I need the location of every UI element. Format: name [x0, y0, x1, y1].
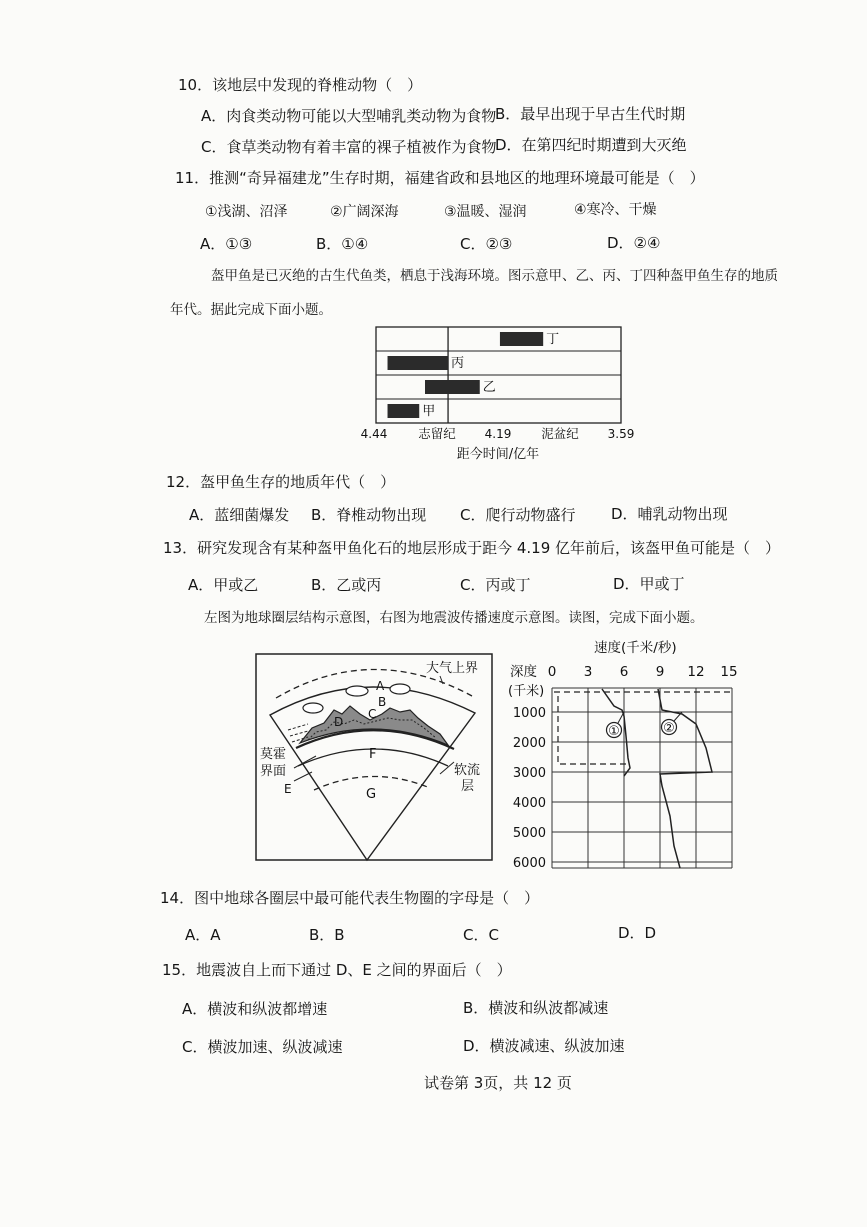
- depth-tick-3000: 3000: [512, 766, 546, 781]
- page-footer: 试卷第 3页，共 12 页: [424, 1074, 572, 1092]
- label-atmosphere-top: 大气上界: [426, 661, 479, 676]
- q14-option-b: B．B: [309, 926, 345, 944]
- period-label-silurian: 志留纪: [418, 426, 456, 441]
- q12-option-d: D．哺乳动物出现: [611, 505, 728, 523]
- cloud-icon: [390, 684, 410, 694]
- earth-layer-diagram: [250, 648, 500, 866]
- label-F: F: [369, 747, 377, 762]
- q15-option-a: A．横波和纵波都增速: [182, 1000, 328, 1018]
- q13-option-c: C．丙或丁: [460, 576, 531, 594]
- speed-tick-9: 9: [655, 664, 665, 680]
- q11-choice-1: ①浅湖、沼泽: [205, 204, 288, 220]
- label-asthenosphere-1: 软流: [454, 763, 481, 778]
- label-D: D: [334, 715, 344, 729]
- depth-axis-title: 深度: [510, 664, 537, 680]
- geologic-range-chart: [350, 320, 650, 470]
- q14-stem: 14．图中地球各圈层中最可能代表生物圈的字母是（ ）: [160, 889, 540, 907]
- q12-option-a: A．蓝细菌爆发: [189, 506, 290, 524]
- q11-stem: 11．推测“奇异福建龙”生存时期，福建省政和县地区的地理环境最可能是（ ）: [175, 169, 705, 187]
- tick-label-4-19: 4.19: [484, 427, 512, 441]
- wave-grid: [552, 688, 732, 868]
- wave-2-curve: [658, 689, 712, 868]
- intro-earth-layers: 左图为地球圈层结构示意图，右图为地震波传播速度示意图。读图，完成下面小题。: [204, 610, 704, 626]
- depth-tick-2000: 2000: [512, 736, 546, 751]
- q10-stem: 10．该地层中发现的脊椎动物（ ）: [178, 76, 423, 94]
- intro-armored-fish-line2: 年代。据此完成下面小题。: [170, 302, 332, 318]
- depth-tick-1000: 1000: [512, 706, 546, 721]
- tick-label-4-44: 4.44: [360, 427, 388, 441]
- q15-option-b: B．横波和纵波都减速: [463, 999, 609, 1017]
- depth-axis-unit: (千米): [508, 684, 545, 699]
- q14-option-d: D．D: [618, 924, 657, 942]
- q11-option-c: C．②③: [460, 235, 513, 253]
- label-E: E: [284, 782, 292, 796]
- label-asthenosphere-2: 层: [461, 779, 475, 794]
- q11-option-a: A．①③: [200, 235, 253, 253]
- x-axis-title: 距今时间/亿年: [456, 447, 540, 462]
- q11-choice-3: ③温暖、湿润: [444, 204, 527, 220]
- range-bar: [388, 356, 449, 370]
- q10-option-d: D．在第四纪时期遭到大灭绝: [495, 136, 687, 154]
- speed-tick-0: 0: [547, 664, 557, 680]
- q12-option-b: B．脊椎动物出现: [311, 506, 427, 524]
- q13-option-b: B．乙或丙: [311, 576, 382, 594]
- q14-option-c: C．C: [463, 926, 499, 944]
- range-bar-label: 甲: [422, 404, 436, 419]
- range-bar: [500, 332, 543, 346]
- q15-option-c: C．横波加速、纵波减速: [182, 1038, 343, 1056]
- range-bar-label: 丁: [546, 332, 560, 347]
- q13-option-d: D．甲或丁: [613, 575, 685, 593]
- q12-stem: 12．盔甲鱼生存的地质年代（ ）: [166, 473, 396, 491]
- label-moho-2: 界面: [260, 764, 287, 779]
- q10-option-b: B．最早出现于早古生代时期: [495, 105, 686, 123]
- wave-1-label: ①: [608, 724, 620, 739]
- label-B: B: [378, 695, 387, 709]
- range-bar: [425, 380, 480, 394]
- speed-axis-title: 速度(千米/秒): [594, 640, 677, 656]
- seismic-wave-chart: [502, 636, 752, 874]
- label-moho-1: 莫霍: [260, 747, 287, 762]
- range-bar-label: 丙: [451, 356, 465, 371]
- q15-stem: 15．地震波自上而下通过 D、E 之间的界面后（ ）: [162, 961, 512, 979]
- q11-choice-2: ②广阔深海: [330, 204, 399, 220]
- speed-tick-3: 3: [583, 664, 593, 680]
- label-G: G: [366, 787, 377, 802]
- q11-option-b: B．①④: [316, 235, 369, 253]
- q10-option-c: C．食草类动物有着丰富的裸子植被作为食物: [201, 138, 497, 156]
- q13-option-a: A．甲或乙: [188, 576, 259, 594]
- label-C: C: [368, 707, 377, 721]
- q12-option-c: C．爬行动物盛行: [460, 506, 576, 524]
- label-A: A: [376, 679, 385, 693]
- speed-tick-15: 15: [720, 664, 738, 680]
- depth-tick-4000: 4000: [512, 796, 546, 811]
- speed-tick-6: 6: [619, 664, 629, 680]
- q13-stem: 13．研究发现含有某种盔甲鱼化石的地层形成于距今 4.19 亿年前后，该盔甲鱼可能是（ ）: [163, 539, 781, 557]
- range-bar-label: 乙: [482, 380, 496, 395]
- q10-option-a: A．肉食类动物可能以大型哺乳类动物为食物: [201, 107, 497, 125]
- q11-option-d: D．②④: [607, 234, 661, 252]
- depth-tick-5000: 5000: [512, 826, 546, 841]
- q15-option-d: D．横波减速、纵波加速: [463, 1037, 625, 1055]
- cloud-icon: [346, 686, 368, 696]
- depth-tick-6000: 6000: [512, 856, 546, 871]
- intro-armored-fish-line1: 盔甲鱼是已灭绝的古生代鱼类，栖息于浅海环境。图示意甲、乙、丙、丁四种盔甲鱼生存的地质: [211, 268, 778, 284]
- period-label-devonian: 泥盆纪: [541, 426, 579, 441]
- range-bar: [388, 404, 420, 418]
- speed-tick-12: 12: [687, 664, 705, 680]
- q14-option-a: A．A: [185, 926, 221, 944]
- tick-label-3-59: 3.59: [607, 427, 635, 441]
- q11-choice-4: ④寒冷、干燥: [574, 202, 657, 218]
- wave-2-label: ②: [663, 721, 675, 736]
- cloud-icon: [303, 703, 323, 713]
